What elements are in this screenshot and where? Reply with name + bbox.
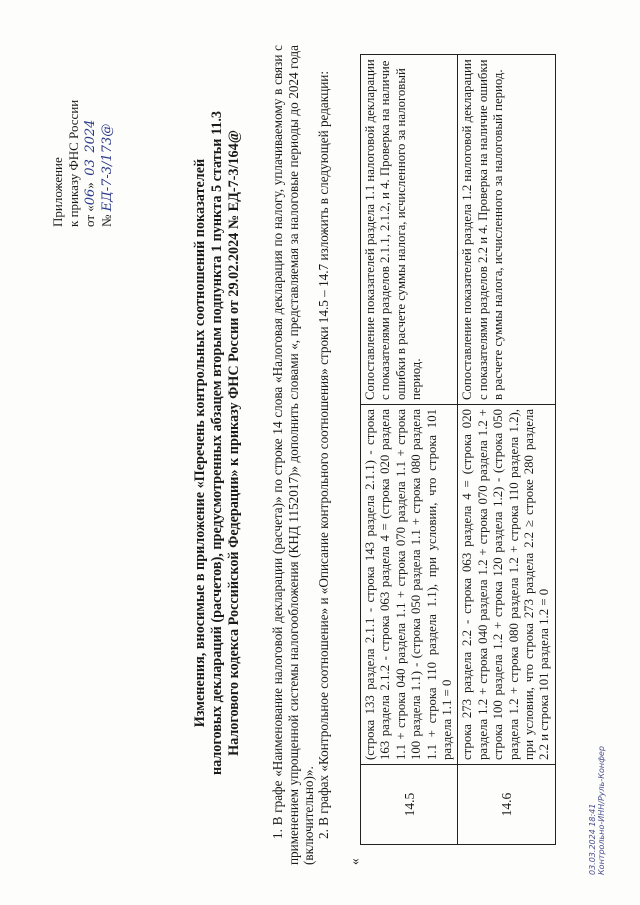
row-description: Сопоставление показателей раздела 1.1 налоговой декларации с показателями разделов 2.1.1, 2.1.2, и 4. Проверка на наличие ошибки в расчете суммы налога, исчисленного за налоговый период. (361, 55, 458, 405)
handwritten-year: 2024 (83, 119, 98, 153)
appendix-date: от «06» 03 2024 (82, 119, 98, 227)
row-code: 14.6 (458, 765, 555, 845)
document-heading (192, 53, 243, 833)
row-description: Сопоставление показателей раздела 1.2 налоговой декларации с показателями разделов 2.2 и 4. Проверка на наличие ошибки в расчете суммы налога, исчисленного за налоговый период. (458, 55, 555, 405)
opening-quote: « (347, 858, 362, 865)
scan-stamp: 03.03.2024 18:41 Контрольно-ИНН/Руль-Конфер (588, 746, 606, 875)
paragraph-2: 2. В графах «Контрольное соотношение» и «Описание контрольного соотношения» строки 14.5 – 14.7 изложить в следующей редакции: (316, 70, 331, 839)
row-code: 14.5 (361, 765, 458, 845)
row-formula: (строка 133 раздела 2.1.1 - строка 143 раздела 2.1.1) - строка 163 раздела 2.1.2 - строка 063 раздела 4 = (строка 020 раздела 1.1 + строка 040 раздела 1.1 + строка 070 раздела 1.1 + строка 100 раздела 1.1) - (строка 050 раздела 1.1 + строка 080 раздела 1.1 + строка 110 раздела 1.1), при условии, что строка 101 раздела 1.1 = 0 (361, 405, 458, 765)
appendix-title: Приложение (50, 157, 65, 227)
table-row (458, 55, 555, 845)
handwritten-day: 06 (83, 188, 98, 206)
handwritten-number: ЕД-7-3/173@ (100, 123, 115, 212)
appendix-header (50, 17, 116, 227)
control-ratio-table (360, 54, 556, 845)
paragraph-1: 1. В графе «Наименование налоговой декларации (расчета)» по строке 14 слова «Налоговая декларация по налогу, уплачиваемому в связи с применением упрощенной системы налогообложения (КНД 1152017)» дополнить словами «, представляемая за налоговые периоды до 2024 года (включительно)». (270, 45, 317, 865)
row-formula: строка 273 раздела 2.2 - строка 063 раздела 4 = (строка 020 раздела 1.2 + строка 040 раздела 1.2 + строка 070 раздела 1.2 + строка 100 раздела 1.2 + строка 120 раздела 1.2) - (строка 050 раздела 1.2 + строка 080 раздела 1.2 + строка 110 раздела 1.2), при условии, что строка 273 раздела 2.2 ≥ строке 280 раздела 2.2 и строка 101 раздела 1.2 = 0 (458, 405, 555, 765)
table-row (361, 55, 458, 845)
heading-line-1: Изменения, вносимые в приложение «Перечень контрольных соотношений показателей (192, 158, 208, 728)
heading-line-3: Налогового кодекса Российской Федерации» к приказу ФНС России от 29.02.2024 № ЕД-7-3/164@ (226, 130, 242, 756)
appendix-order-ref: к приказу ФНС России (66, 99, 81, 227)
heading-line-2: налоговых деклараций (расчетов), предусмотренных абзацем вторым подпункта 1 пункта 5 статьи 11.3 (209, 110, 225, 776)
handwritten-month: 03 (83, 159, 98, 176)
appendix-number: № ЕД-7-3/173@ (99, 123, 115, 227)
